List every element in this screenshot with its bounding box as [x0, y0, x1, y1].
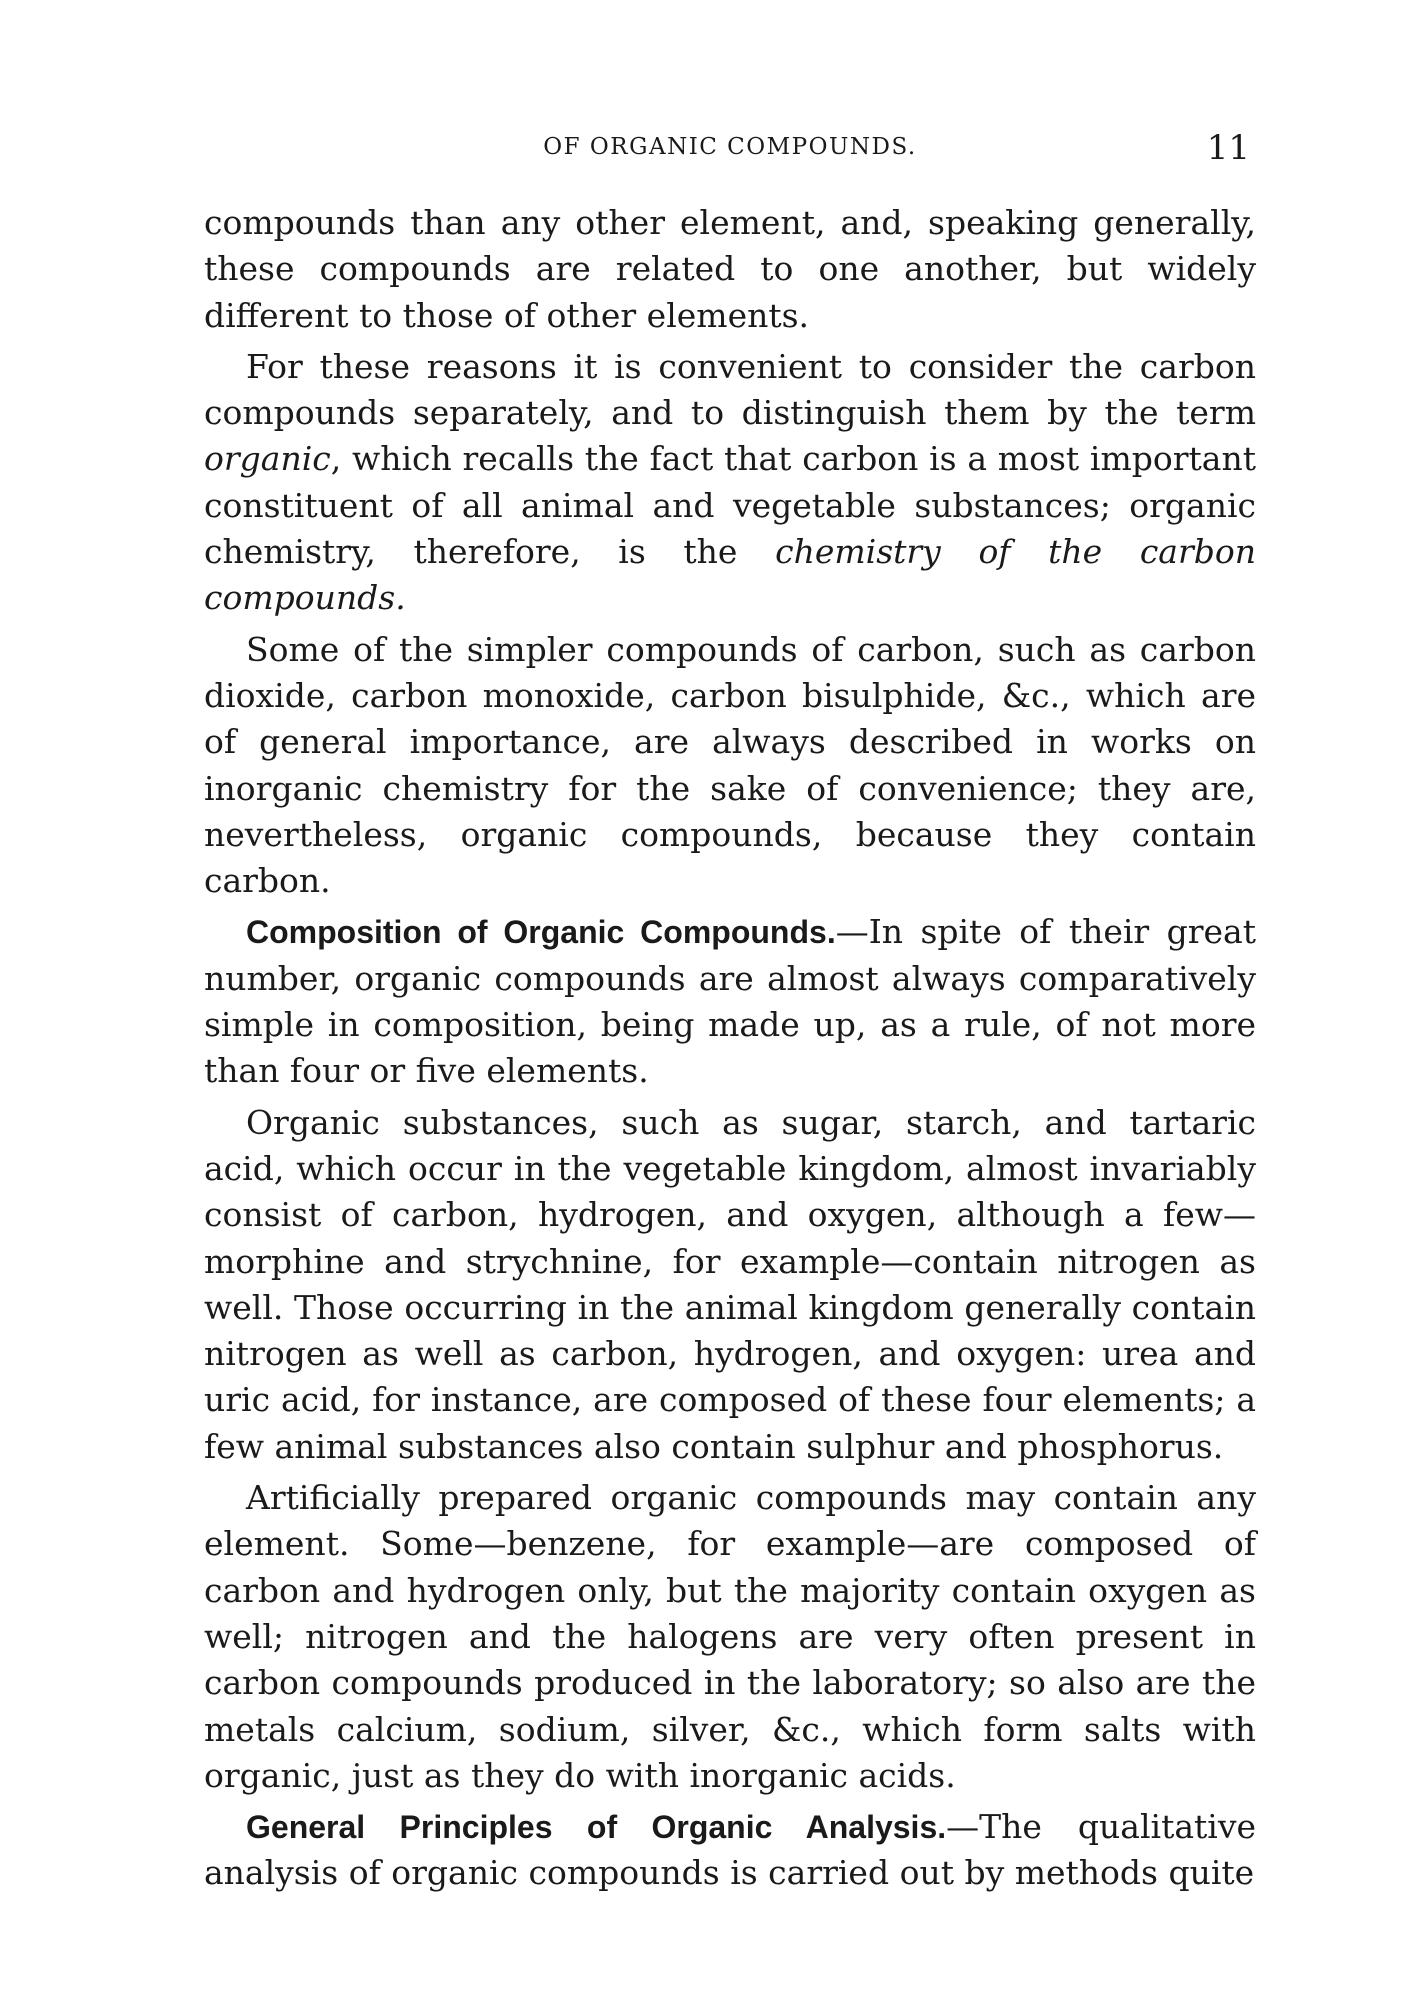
emphasis-definition: chemistry of the carbon compounds.	[204, 532, 1256, 618]
paragraph-composition: Composition of Organic Compounds.—In spite of their great number, organic compounds are almost always comparatively simple in composition, being made up, as a rule, of not more than four or five elements.	[204, 912, 1256, 1091]
emphasis-organic: organic	[204, 439, 331, 479]
paragraph-simpler-compounds: Some of the simpler compounds of carbon, such as carbon dioxide, carbon monoxide, carbon bisulphide, &c., which are of general importance, are always described in works on inorganic chemistry for the sake of convenience; they are, nevertheless, organic compounds, because they contain carbon.	[204, 629, 1256, 901]
section-heading-analysis: General Principles of Organic Analysis.	[246, 1809, 947, 1846]
body-text	[204, 200, 1256, 1902]
section-heading-composition: Composition of Organic Compounds.	[246, 914, 836, 951]
paragraph-analysis: General Principles of Organic Analysis.—The qualitative analysis of organic compounds is carried out by methods quite	[204, 1807, 1257, 1893]
page-number: 11	[1206, 128, 1250, 168]
paragraph-continuation: compounds than any other element, and, speaking generally, these compounds are related to one another, but widely different to those of other elements.	[204, 203, 1256, 335]
running-head: OF ORGANIC COMPOUNDS.	[543, 134, 917, 160]
paragraph-artificial-compounds: Artificially prepared organic compounds may contain any element. Some—benzene, for example—are composed of carbon and hydrogen only, but the majority contain oxygen as well; nitrogen and the halogens are very often present in carbon compounds produced in the laboratory; so also are the metals calcium, sodium, silver, &c., which form salts with organic, just as they do with inorganic acids.	[204, 1478, 1256, 1795]
paragraph-organic-term: For these reasons it is convenient to consider the carbon compounds separately, and to distinguish them by the term organic, which recalls the fact that carbon is a most important constituent of all animal and vegetable substances; organic chemistry, therefore, is the chemistry of the carbon compounds.	[204, 346, 1256, 618]
paragraph-organic-substances: Organic substances, such as sugar, starch, and tartaric acid, which occur in the vegetable kingdom, almost invariably consist of carbon, hydrogen, and oxygen, although a few—morphine and strychnine, for example—contain nitrogen as well. Those occurring in the animal kingdom generally contain nitrogen as well as carbon, hydrogen, and oxygen: urea and uric acid, for instance, are composed of these four elements; a few animal substances also contain sulphur and phosphorus.	[204, 1102, 1256, 1466]
page-header	[204, 128, 1256, 172]
